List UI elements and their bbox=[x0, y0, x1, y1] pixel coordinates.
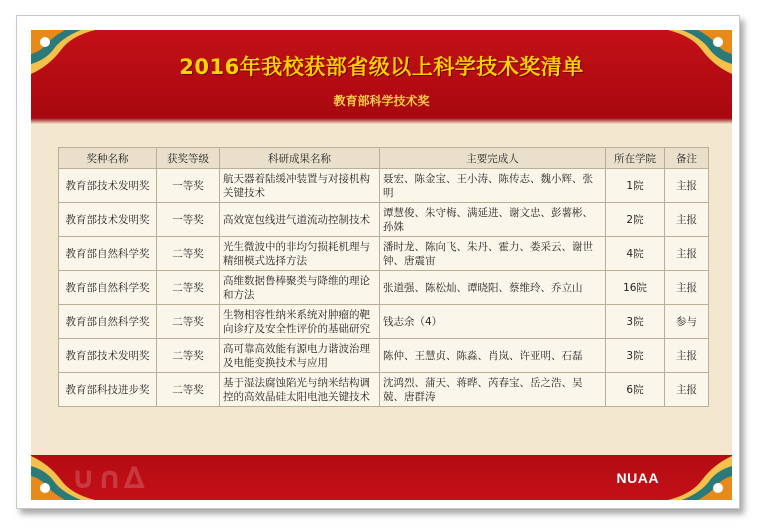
header-award-level: 获奖等级 bbox=[157, 148, 220, 169]
header-note: 备注 bbox=[665, 148, 709, 169]
cell-award: 教育部技术发明奖 bbox=[59, 169, 157, 203]
cell-award: 教育部技术发明奖 bbox=[59, 339, 157, 373]
watermark-logo: ∪∩∆ bbox=[71, 461, 147, 496]
cell-note: 参与 bbox=[665, 305, 709, 339]
cell-note: 主报 bbox=[665, 339, 709, 373]
cell-project: 高可靠高效能有源电力谐波治理及电能变换技术与应用 bbox=[220, 339, 380, 373]
cell-note: 主报 bbox=[665, 169, 709, 203]
cell-note: 主报 bbox=[665, 373, 709, 407]
cell-award: 教育部自然科学奖 bbox=[59, 271, 157, 305]
table-row bbox=[59, 169, 709, 203]
cell-college: 1院 bbox=[606, 169, 665, 203]
table-row bbox=[59, 237, 709, 271]
corner-ornament-icon bbox=[668, 436, 732, 500]
header-college: 所在学院 bbox=[606, 148, 665, 169]
poster-title: 2016年我校获部省级以上科学技术奖清单 bbox=[179, 55, 584, 79]
cell-people: 潘时龙、陈向飞、朱丹、霍力、娄采云、谢世钟、唐震宙 bbox=[380, 237, 606, 271]
cell-people: 陈仲、王慧贞、陈淼、肖岚、许亚明、石磊 bbox=[380, 339, 606, 373]
table-header-row bbox=[59, 148, 709, 169]
cell-level: 二等奖 bbox=[157, 305, 220, 339]
header-project-name: 科研成果名称 bbox=[220, 148, 380, 169]
poster-header bbox=[31, 30, 732, 118]
poster-footer bbox=[31, 455, 732, 500]
cell-people: 聂宏、陈金宝、王小涛、陈传志、魏小辉、张明 bbox=[380, 169, 606, 203]
cell-note: 主报 bbox=[665, 203, 709, 237]
cell-award: 教育部自然科学奖 bbox=[59, 305, 157, 339]
cell-college: 3院 bbox=[606, 305, 665, 339]
cell-note: 主报 bbox=[665, 237, 709, 271]
cell-people: 谭慧俊、朱守梅、满延进、谢文忠、彭薯彬、孙姝 bbox=[380, 203, 606, 237]
table-row bbox=[59, 203, 709, 237]
header-main-people: 主要完成人 bbox=[380, 148, 606, 169]
header-award-name: 奖种名称 bbox=[59, 148, 157, 169]
cell-award: 教育部自然科学奖 bbox=[59, 237, 157, 271]
cell-level: 一等奖 bbox=[157, 169, 220, 203]
cell-project: 高维数据鲁棒聚类与降维的理论和方法 bbox=[220, 271, 380, 305]
cell-project: 高效宽包线进气道流动控制技术 bbox=[220, 203, 380, 237]
poster-subtitle: 教育部科学技术奖 bbox=[333, 94, 430, 108]
corner-ornament-icon bbox=[31, 436, 95, 500]
cell-award: 教育部技术发明奖 bbox=[59, 203, 157, 237]
award-poster bbox=[31, 30, 732, 500]
cell-people: 张道强、陈松灿、谭晓阳、蔡维玲、乔立山 bbox=[380, 271, 606, 305]
cell-project: 生物相容性纳米系统对肿瘤的靶向诊疗及安全性评价的基础研究 bbox=[220, 305, 380, 339]
cell-college: 4院 bbox=[606, 237, 665, 271]
cell-level: 二等奖 bbox=[157, 237, 220, 271]
cell-college: 3院 bbox=[606, 339, 665, 373]
corner-ornament-icon bbox=[31, 30, 95, 94]
cell-college: 6院 bbox=[606, 373, 665, 407]
cell-level: 二等奖 bbox=[157, 373, 220, 407]
cell-project: 航天器着陆缓冲装置与对接机构关键技术 bbox=[220, 169, 380, 203]
cell-award: 教育部科技进步奖 bbox=[59, 373, 157, 407]
cell-level: 二等奖 bbox=[157, 271, 220, 305]
award-table bbox=[58, 147, 709, 407]
cell-college: 2院 bbox=[606, 203, 665, 237]
cell-people: 沈鸿烈、蒲天、蒋晔、芮春宝、岳之浩、吴兢、唐群涛 bbox=[380, 373, 606, 407]
table-row bbox=[59, 305, 709, 339]
table-row bbox=[59, 339, 709, 373]
cell-people: 钱志余（4） bbox=[380, 305, 606, 339]
cell-college: 16院 bbox=[606, 271, 665, 305]
corner-ornament-icon bbox=[668, 30, 732, 94]
footer-brand: NUAA bbox=[616, 470, 659, 486]
cell-project: 光生微波中的非均匀损耗机理与精细模式选择方法 bbox=[220, 237, 380, 271]
cell-level: 二等奖 bbox=[157, 339, 220, 373]
table-row bbox=[59, 373, 709, 407]
cell-level: 一等奖 bbox=[157, 203, 220, 237]
cell-note: 主报 bbox=[665, 271, 709, 305]
table-row bbox=[59, 271, 709, 305]
cell-project: 基于湿法腐蚀陷光与纳米结构调控的高效晶硅太阳电池关键技术 bbox=[220, 373, 380, 407]
award-table-container bbox=[58, 147, 708, 407]
